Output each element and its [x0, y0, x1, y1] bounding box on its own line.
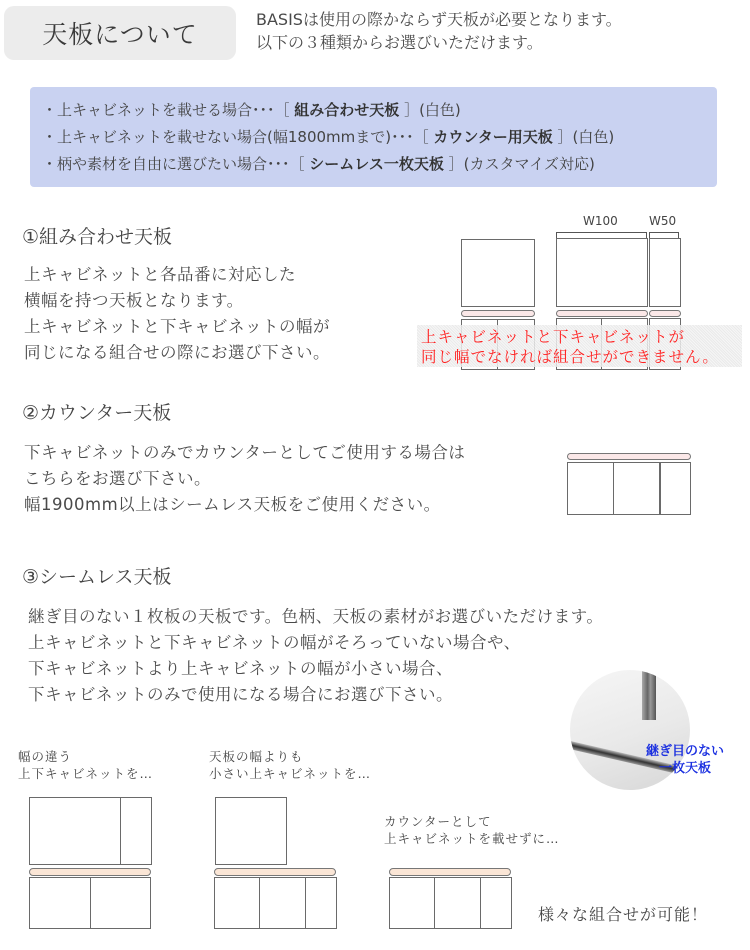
summary-item	[42, 97, 717, 124]
caption-line: 天板の幅よりも	[209, 749, 304, 764]
intro-text	[256, 8, 622, 54]
warning-note	[417, 325, 742, 367]
summary-prefix: ・上キャビネットを載せる場合･･･［	[42, 101, 295, 119]
countertop	[567, 453, 691, 460]
example-caption	[209, 748, 371, 782]
lower-cabinet	[434, 877, 481, 929]
closing-note: 様々な組合せが可能！	[538, 905, 709, 924]
caption-line: 上キャビネットを載せずに…	[384, 831, 560, 846]
example-caption	[384, 813, 560, 847]
summary-suffix: ］(白色)	[552, 128, 615, 146]
lower-cabinet	[389, 877, 435, 929]
upper-cabinet	[649, 238, 681, 307]
summary-item	[42, 124, 717, 151]
body-line: 横幅を持つ天板となります。	[24, 291, 244, 310]
countertop	[556, 310, 648, 317]
upper-cabinet	[215, 797, 287, 865]
photo-caption	[635, 743, 735, 777]
countertop	[461, 310, 535, 317]
body-line: 上キャビネットと下キャビネットの幅が	[24, 317, 330, 336]
body-line: こちらをお選び下さい。	[24, 469, 211, 488]
intro-line: BASISは使用の際かならず天板が必要となります。	[256, 10, 622, 29]
lower-cabinet	[214, 877, 260, 929]
caption-line: カウンターとして	[384, 814, 492, 829]
lower-cabinet	[567, 462, 614, 515]
intro-line: 以下の３種類からお選びいただけます。	[256, 33, 543, 52]
upper-cabinet	[461, 239, 535, 307]
countertop	[649, 310, 681, 317]
body-line: 継ぎ目のない１枚板の天板です。色柄、天板の素材がお選びいただけます。	[28, 607, 604, 626]
section-title-counter: ②カウンター天板	[22, 402, 172, 424]
summary-prefix: ・上キャビネットを載せない場合(幅1800mmまで)･･･［	[42, 128, 434, 146]
summary-item	[42, 151, 717, 178]
caption-line: 幅の違う	[18, 749, 73, 764]
section-body-counter	[24, 440, 465, 518]
countertop	[29, 868, 151, 876]
caption-line: 継ぎ目のない	[645, 744, 724, 759]
section-body-combination	[24, 262, 330, 366]
lower-cabinet	[305, 877, 337, 929]
summary-type-name: カウンター用天板	[433, 128, 553, 146]
body-line: 下キャビネットより上キャビネットの幅が小さい場合、	[28, 659, 453, 678]
summary-suffix: ］(白色)	[399, 101, 461, 119]
lower-cabinet	[259, 877, 306, 929]
summary-type-name: シームレス一枚天板	[309, 155, 444, 173]
lower-cabinet	[480, 877, 512, 929]
upper-cabinet	[556, 238, 648, 307]
page-title: 天板について	[4, 6, 236, 60]
section-title-combination: ①組み合わせ天板	[22, 226, 173, 248]
dimension-label: W50	[649, 214, 677, 228]
countertop	[214, 868, 336, 876]
section-title-seamless: ③シームレス天板	[22, 566, 172, 588]
dimension-label: W100	[583, 214, 618, 228]
body-line: 同じになる組合せの際にお選び下さい。	[24, 343, 330, 362]
caption-line: 上下キャビネットを…	[18, 766, 154, 781]
warning-line: 同じ幅でなければ組合せができません。	[421, 348, 719, 366]
lower-cabinet	[90, 877, 151, 929]
summary-suffix: ］(カスタマイズ対応)	[443, 155, 595, 173]
caption-line: 一枚天板	[658, 761, 711, 776]
upper-cabinet	[29, 797, 121, 865]
warning-line: 上キャビネットと下キャビネットが	[421, 328, 686, 346]
summary-prefix: ・柄や素材を自由に選びたい場合･･･［	[42, 155, 310, 173]
countertop	[389, 868, 511, 876]
photo-post	[642, 670, 656, 720]
body-line: 上キャビネットと各品番に対応した	[24, 265, 296, 284]
section-body-seamless	[28, 604, 603, 708]
lower-cabinet	[613, 462, 660, 515]
caption-line: 小さい上キャビネットを…	[209, 766, 372, 781]
body-line: 下キャビネットのみで使用になる場合にお選び下さい。	[28, 685, 453, 704]
lower-cabinet	[660, 462, 691, 515]
body-line: 下キャビネットのみでカウンターとしてご使用する場合は	[24, 443, 466, 462]
example-caption	[18, 748, 153, 782]
summary-box	[30, 87, 717, 187]
body-line: 上キャビネットと下キャビネットの幅がそろっていない場合や、	[28, 633, 521, 652]
lower-cabinet	[29, 877, 91, 929]
summary-type-name: 組み合わせ天板	[294, 101, 400, 119]
body-line: 幅1900mm以上はシームレス天板をご使用ください。	[24, 495, 441, 514]
upper-cabinet	[120, 797, 152, 865]
